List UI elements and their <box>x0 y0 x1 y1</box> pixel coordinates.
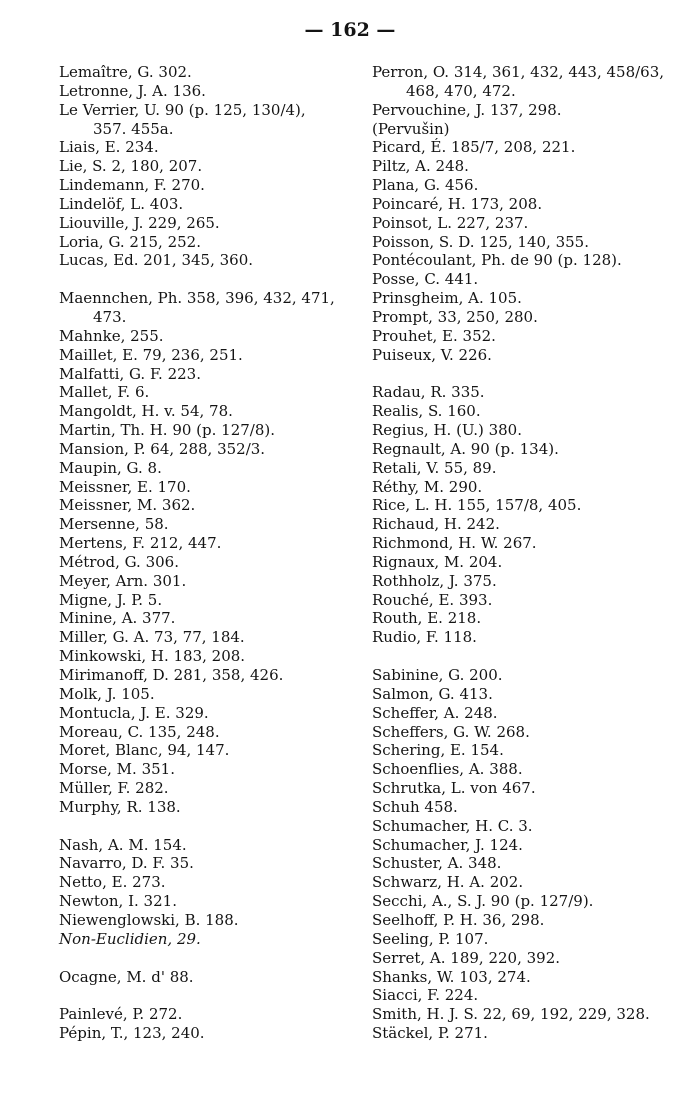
index-entry: Netto, E. 273. <box>59 873 166 892</box>
index-entry: Piltz, A. 248. <box>372 157 469 176</box>
index-entry: Shanks, W. 103, 274. <box>372 967 531 986</box>
index-entry: Siacci, F. 224. <box>372 986 479 1005</box>
index-entry: Mahnke, 255. <box>59 326 164 345</box>
index-entry: Richmond, H. W. 267. <box>372 534 537 553</box>
index-entry: Meissner, E. 170. <box>59 477 191 496</box>
index-entry: Murphy, R. 138. <box>59 797 181 816</box>
index-entry: Regius, H. (U.) 380. <box>372 421 522 440</box>
index-entry: Rudio, F. 118. <box>372 628 477 647</box>
index-entry: Schwarz, H. A. 202. <box>372 873 524 892</box>
index-entry: Radau, R. 335. <box>372 383 485 402</box>
index-entry: Schuster, A. 348. <box>372 854 502 873</box>
index-entry: Maillet, E. 79, 236, 251. <box>59 345 243 364</box>
index-entry: Lindelöf, L. 403. <box>59 194 184 213</box>
index-entry: Newton, I. 321. <box>59 892 177 911</box>
index-entry: Poisson, S. D. 125, 140, 355. <box>372 232 589 251</box>
index-entry: Puiseux, V. 226. <box>372 345 492 364</box>
index-entry: Painlevé, P. 272. <box>59 1005 183 1024</box>
index-entry: Routh, E. 218. <box>372 609 482 628</box>
index-entry: Realis, S. 160. <box>372 402 481 421</box>
index-entry: (Pervušin) <box>372 119 450 138</box>
index-entry: Prompt, 33, 250, 280. <box>372 307 538 326</box>
index-entry: Métrod, G. 306. <box>59 552 179 571</box>
index-entry: Miller, G. A. 73, 77, 184. <box>59 628 245 647</box>
index-entry: Non-Euclidien, 29. <box>59 929 201 948</box>
index-entry: Mansion, P. 64, 288, 352/3. <box>59 439 266 458</box>
index-entry: Poincaré, H. 173, 208. <box>372 194 543 213</box>
index-entry: Schuh 458. <box>372 797 458 816</box>
index-entry: Pontécoulant, Ph. de 90 (p. 128). <box>372 251 622 270</box>
index-entry: Molk, J. 105. <box>59 684 155 703</box>
index-entry: Smith, H. J. S. 22, 69, 192, 229, 328. <box>372 1005 650 1024</box>
index-entry: Sabinine, G. 200. <box>372 666 503 684</box>
index-entry: Regnault, A. 90 (p. 134). <box>372 439 559 458</box>
index-entry: Plana, G. 456. <box>372 176 479 195</box>
index-entry: Picard, É. 185/7, 208, 221. <box>372 138 576 157</box>
index-entry: Pervouchine, J. 137, 298. <box>372 100 562 119</box>
index-entry: Schumacher, J. 124. <box>372 835 523 854</box>
index-entry: Perron, O. 314, 361, 432, 443, 458/63, <box>372 63 665 81</box>
index-entry: Prouhet, E. 352. <box>372 326 496 345</box>
index-entry: Seelhoff, P. H. 36, 298. <box>372 910 545 929</box>
index-entry: Lucas, Ed. 201, 345, 360. <box>59 251 254 270</box>
index-entry: Schering, E. 154. <box>372 741 504 760</box>
index-entry: Schrutka, L. von 467. <box>372 779 536 798</box>
index-entry: Seeling, P. 107. <box>372 929 489 948</box>
index-entry: Prinsgheim, A. 105. <box>372 289 522 308</box>
right-index-column <box>372 63 677 1043</box>
index-entry: Malfatti, G. F. 223. <box>59 364 201 383</box>
index-entry: Rothholz, J. 375. <box>372 571 497 590</box>
index-entry: Rignaux, M. 204. <box>372 552 503 571</box>
index-entry: Stäckel, P. 271. <box>372 1024 488 1043</box>
index-entry: Meyer, Arn. 301. <box>59 571 187 590</box>
section-gap <box>372 647 677 666</box>
index-entry: Montucla, J. E. 329. <box>59 703 209 722</box>
index-entry: Réthy, M. 290. <box>372 477 483 496</box>
index-entry: Rouché, E. 393. <box>372 590 493 609</box>
index-entry: Loria, G. 215, 252. <box>59 232 201 251</box>
index-entry: Moret, Blanc, 94, 147. <box>59 741 230 760</box>
index-entry: Lemaître, G. 302. <box>59 63 192 81</box>
index-entry: Le Verrier, U. 90 (p. 125, 130/4), <box>59 100 306 119</box>
section-gap <box>59 270 359 289</box>
index-entry: Lindemann, F. 270. <box>59 176 205 195</box>
index-entry: Mallet, F. 6. <box>59 383 150 402</box>
index-entry: Serret, A. 189, 220, 392. <box>372 948 561 967</box>
index-entry-continuation: 468, 470, 472. <box>406 81 516 100</box>
page-number: — 162 — <box>304 19 396 41</box>
index-entry: Lie, S. 2, 180, 207. <box>59 157 203 176</box>
index-entry: Liouville, J. 229, 265. <box>59 213 220 232</box>
index-entry: Posse, C. 441. <box>372 270 479 289</box>
index-entry: Liais, E. 234. <box>59 138 159 157</box>
index-entry: Letronne, J. A. 136. <box>59 81 206 100</box>
index-entry: Maupin, G. 8. <box>59 458 162 477</box>
section-gap <box>59 986 359 1005</box>
left-index-column <box>59 63 359 1043</box>
index-entry: Niewenglowski, B. 188. <box>59 910 239 929</box>
index-entry: Poinsot, L. 227, 237. <box>372 213 529 232</box>
index-entry: Rice, L. H. 155, 157/8, 405. <box>372 496 582 515</box>
index-entry: Mirimanoff, D. 281, 358, 426. <box>59 666 284 684</box>
index-entry: Moreau, C. 135, 248. <box>59 722 220 741</box>
index-entry-continuation: 357. 455a. <box>93 119 174 138</box>
index-entry: Maennchen, Ph. 358, 396, 432, 471, <box>59 289 335 308</box>
index-entry-continuation: 473. <box>93 307 127 326</box>
index-entry: Minkowski, H. 183, 208. <box>59 647 246 666</box>
index-entry: Scheffers, G. W. 268. <box>372 722 530 741</box>
index-entry: Pépin, T., 123, 240. <box>59 1024 205 1043</box>
index-entry: Schoenflies, A. 388. <box>372 760 523 779</box>
index-entry: Mertens, F. 212, 447. <box>59 534 222 553</box>
index-entry: Schumacher, H. C. 3. <box>372 816 533 835</box>
index-entry: Minine, A. 377. <box>59 609 176 628</box>
index-entry: Morse, M. 351. <box>59 760 175 779</box>
index-entry: Müller, F. 282. <box>59 779 169 798</box>
index-entry: Meissner, M. 362. <box>59 496 196 515</box>
section-gap <box>59 949 359 968</box>
section-gap <box>59 817 359 836</box>
index-entry: Retali, V. 55, 89. <box>372 458 497 477</box>
index-entry: Scheffer, A. 248. <box>372 703 498 722</box>
index-entry: Salmon, G. 413. <box>372 684 493 703</box>
index-entry: Nash, A. M. 154. <box>59 835 187 854</box>
index-entry: Mersenne, 58. <box>59 515 169 534</box>
index-entry: Migne, J. P. 5. <box>59 590 163 609</box>
index-entry: Ocagne, M. d' 88. <box>59 967 194 986</box>
index-entry: Martin, Th. H. 90 (p. 127/8). <box>59 421 276 440</box>
index-entry: Mangoldt, H. v. 54, 78. <box>59 402 233 421</box>
index-entry: Richaud, H. 242. <box>372 515 500 534</box>
index-entry: Secchi, A., S. J. 90 (p. 127/9). <box>372 892 594 911</box>
index-entry: Navarro, D. F. 35. <box>59 854 194 873</box>
section-gap <box>372 365 677 384</box>
